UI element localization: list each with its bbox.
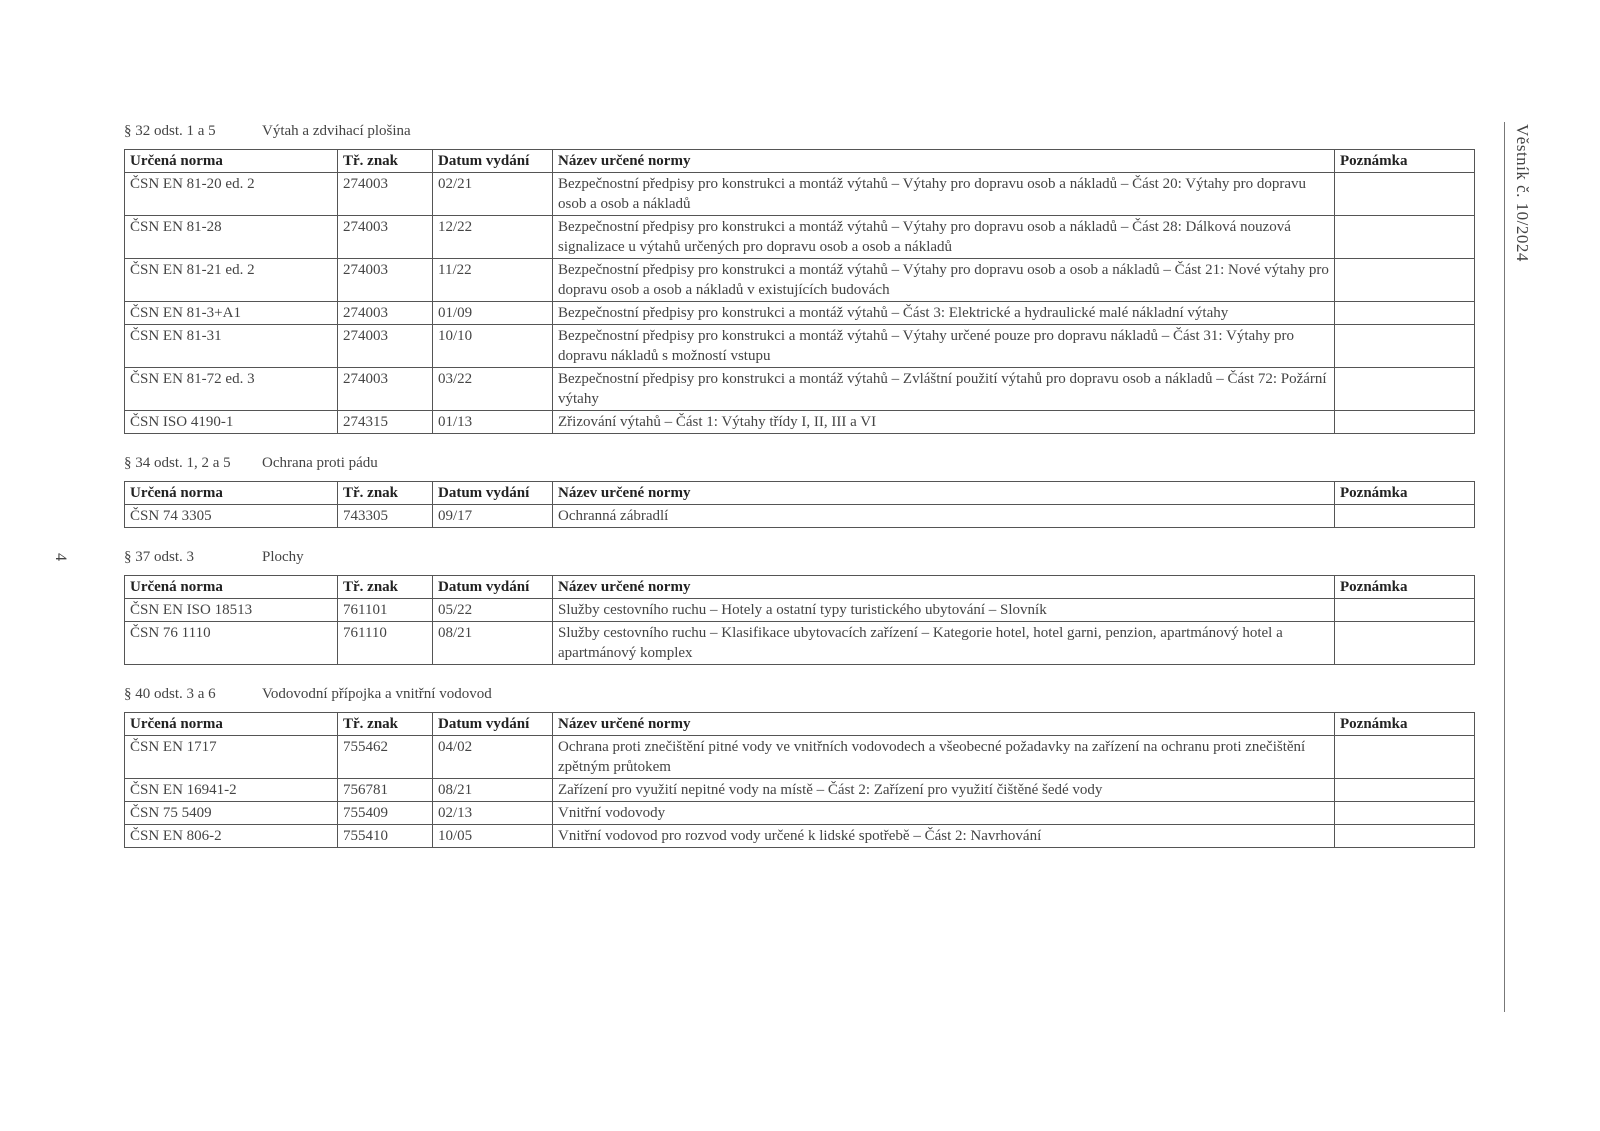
cell-class-code: 761110 bbox=[338, 622, 433, 665]
cell-norm: ČSN 75 5409 bbox=[125, 802, 338, 825]
cell-class-code: 755462 bbox=[338, 736, 433, 779]
cell-norm-name: Ochrana proti znečištění pitné vody ve vnitřních vodovodech a všeobecné požadavky na zařízení na ochranu proti znečištění zpětným průtokem bbox=[553, 736, 1335, 779]
cell-issue-date: 08/21 bbox=[433, 622, 553, 665]
table-row bbox=[125, 736, 1475, 779]
cell-norm-name: Služby cestovního ruchu – Hotely a ostatní typy turistického ubytování – Slovník bbox=[553, 599, 1335, 622]
table-row bbox=[125, 368, 1475, 411]
cell-norm-name: Zařízení pro využití nepitné vody na místě – Část 2: Zařízení pro využití čištěné šedé vody bbox=[553, 779, 1335, 802]
cell-norm-name: Zřizování výtahů – Část 1: Výtahy třídy I, II, III a VI bbox=[553, 411, 1335, 434]
norm-section bbox=[124, 683, 1474, 848]
header-note: Poznámka bbox=[1335, 713, 1475, 736]
header-norm: Určená norma bbox=[125, 713, 338, 736]
header-norm-name: Název určené normy bbox=[553, 713, 1335, 736]
cell-note bbox=[1335, 411, 1475, 434]
section-heading bbox=[124, 452, 1474, 474]
cell-norm: ČSN EN 81-20 ed. 2 bbox=[125, 173, 338, 216]
cell-norm: ČSN EN 81-31 bbox=[125, 325, 338, 368]
cell-norm: ČSN EN 81-3+A1 bbox=[125, 302, 338, 325]
table-row bbox=[125, 505, 1475, 528]
table-row bbox=[125, 411, 1475, 434]
section-title: Vodovodní přípojka a vnitřní vodovod bbox=[262, 686, 492, 702]
cell-note bbox=[1335, 779, 1475, 802]
cell-norm: ČSN EN 81-72 ed. 3 bbox=[125, 368, 338, 411]
cell-note bbox=[1335, 825, 1475, 848]
table-row bbox=[125, 825, 1475, 848]
table-header-row bbox=[125, 576, 1475, 599]
section-heading bbox=[124, 120, 1474, 142]
cell-norm-name: Bezpečnostní předpisy pro konstrukci a montáž výtahů – Výtahy určené pouze pro dopravu nákladů – Část 31: Výtahy pro dopravu nákladů s možností vstupu bbox=[553, 325, 1335, 368]
table-row bbox=[125, 259, 1475, 302]
cell-note bbox=[1335, 325, 1475, 368]
section-title: Plochy bbox=[262, 549, 304, 565]
cell-issue-date: 10/10 bbox=[433, 325, 553, 368]
margin-rule bbox=[1504, 122, 1505, 1012]
cell-note bbox=[1335, 505, 1475, 528]
cell-norm-name: Bezpečnostní předpisy pro konstrukci a montáž výtahů – Výtahy pro dopravu osob a nákladů – Část 28: Dálková nouzová signalizace u výtahů určených pro dopravu osob a osob a nákladů bbox=[553, 216, 1335, 259]
cell-issue-date: 05/22 bbox=[433, 599, 553, 622]
header-class-code: Tř. znak bbox=[338, 713, 433, 736]
cell-note bbox=[1335, 259, 1475, 302]
cell-issue-date: 03/22 bbox=[433, 368, 553, 411]
cell-class-code: 756781 bbox=[338, 779, 433, 802]
cell-issue-date: 01/09 bbox=[433, 302, 553, 325]
cell-norm: ČSN EN 1717 bbox=[125, 736, 338, 779]
page-number: 4 bbox=[52, 553, 69, 561]
header-class-code: Tř. znak bbox=[338, 150, 433, 173]
cell-class-code: 755409 bbox=[338, 802, 433, 825]
cell-norm: ČSN ISO 4190-1 bbox=[125, 411, 338, 434]
section-heading bbox=[124, 683, 1474, 705]
cell-note bbox=[1335, 216, 1475, 259]
cell-note bbox=[1335, 599, 1475, 622]
norms-table bbox=[124, 481, 1475, 528]
cell-class-code: 755410 bbox=[338, 825, 433, 848]
cell-issue-date: 11/22 bbox=[433, 259, 553, 302]
cell-norm: ČSN EN ISO 18513 bbox=[125, 599, 338, 622]
cell-class-code: 274003 bbox=[338, 325, 433, 368]
table-row bbox=[125, 325, 1475, 368]
header-norm: Určená norma bbox=[125, 576, 338, 599]
table-row bbox=[125, 622, 1475, 665]
header-norm-name: Název určené normy bbox=[553, 482, 1335, 505]
cell-class-code: 274315 bbox=[338, 411, 433, 434]
header-class-code: Tř. znak bbox=[338, 482, 433, 505]
cell-norm-name: Služby cestovního ruchu – Klasifikace ubytovacích zařízení – Kategorie hotel, hotel garni, penzion, apartmánový hotel a apartmánový komplex bbox=[553, 622, 1335, 665]
header-issue-date: Datum vydání bbox=[433, 150, 553, 173]
header-note: Poznámka bbox=[1335, 576, 1475, 599]
norms-table bbox=[124, 149, 1475, 434]
cell-note bbox=[1335, 302, 1475, 325]
cell-norm: ČSN 74 3305 bbox=[125, 505, 338, 528]
cell-note bbox=[1335, 736, 1475, 779]
cell-norm: ČSN 76 1110 bbox=[125, 622, 338, 665]
cell-norm-name: Vnitřní vodovody bbox=[553, 802, 1335, 825]
section-title: Výtah a zdvihací plošina bbox=[262, 123, 411, 139]
section-reference: § 37 odst. 3 bbox=[124, 549, 195, 565]
cell-issue-date: 01/13 bbox=[433, 411, 553, 434]
norm-section bbox=[124, 452, 1474, 528]
cell-norm-name: Ochranná zábradlí bbox=[553, 505, 1335, 528]
cell-issue-date: 12/22 bbox=[433, 216, 553, 259]
cell-note bbox=[1335, 368, 1475, 411]
norm-section bbox=[124, 120, 1474, 434]
norm-section bbox=[124, 546, 1474, 665]
header-norm: Určená norma bbox=[125, 482, 338, 505]
cell-class-code: 761101 bbox=[338, 599, 433, 622]
header-norm-name: Název určené normy bbox=[553, 576, 1335, 599]
cell-class-code: 274003 bbox=[338, 216, 433, 259]
cell-norm-name: Vnitřní vodovod pro rozvod vody určené k lidské spotřebě – Část 2: Navrhování bbox=[553, 825, 1335, 848]
header-class-code: Tř. znak bbox=[338, 576, 433, 599]
cell-issue-date: 09/17 bbox=[433, 505, 553, 528]
cell-issue-date: 02/13 bbox=[433, 802, 553, 825]
norms-table bbox=[124, 575, 1475, 665]
table-header-row bbox=[125, 713, 1475, 736]
journal-label: Věstník č. 10/2024 bbox=[1513, 124, 1532, 262]
section-title: Ochrana proti pádu bbox=[262, 455, 378, 471]
table-header-row bbox=[125, 150, 1475, 173]
table-row bbox=[125, 599, 1475, 622]
section-reference: § 34 odst. 1, 2 a 5 bbox=[124, 455, 231, 471]
section-reference: § 40 odst. 3 a 6 bbox=[124, 686, 216, 702]
section-heading bbox=[124, 546, 1474, 568]
header-issue-date: Datum vydání bbox=[433, 713, 553, 736]
cell-norm: ČSN EN 81-21 ed. 2 bbox=[125, 259, 338, 302]
header-norm: Určená norma bbox=[125, 150, 338, 173]
cell-issue-date: 10/05 bbox=[433, 825, 553, 848]
header-note: Poznámka bbox=[1335, 482, 1475, 505]
cell-note bbox=[1335, 802, 1475, 825]
cell-norm-name: Bezpečnostní předpisy pro konstrukci a montáž výtahů – Výtahy pro dopravu osob a osob a nákladů – Část 21: Nové výtahy pro dopravu osob a osob a nákladů v existujících budovách bbox=[553, 259, 1335, 302]
cell-norm-name: Bezpečnostní předpisy pro konstrukci a montáž výtahů – Část 3: Elektrické a hydraulické malé nákladní výtahy bbox=[553, 302, 1335, 325]
cell-issue-date: 08/21 bbox=[433, 779, 553, 802]
cell-norm: ČSN EN 806-2 bbox=[125, 825, 338, 848]
cell-norm: ČSN EN 16941-2 bbox=[125, 779, 338, 802]
document-content bbox=[124, 120, 1474, 866]
table-row bbox=[125, 302, 1475, 325]
cell-note bbox=[1335, 622, 1475, 665]
section-reference: § 32 odst. 1 a 5 bbox=[124, 123, 216, 139]
cell-class-code: 274003 bbox=[338, 173, 433, 216]
header-issue-date: Datum vydání bbox=[433, 576, 553, 599]
cell-class-code: 274003 bbox=[338, 302, 433, 325]
cell-norm: ČSN EN 81-28 bbox=[125, 216, 338, 259]
header-norm-name: Název určené normy bbox=[553, 150, 1335, 173]
norms-table bbox=[124, 712, 1475, 848]
table-row bbox=[125, 779, 1475, 802]
cell-class-code: 274003 bbox=[338, 368, 433, 411]
header-issue-date: Datum vydání bbox=[433, 482, 553, 505]
cell-note bbox=[1335, 173, 1475, 216]
cell-norm-name: Bezpečnostní předpisy pro konstrukci a montáž výtahů – Zvláštní použití výtahů pro dopravu osob a nákladů – Část 72: Požární výtahy bbox=[553, 368, 1335, 411]
cell-class-code: 743305 bbox=[338, 505, 433, 528]
cell-class-code: 274003 bbox=[338, 259, 433, 302]
cell-norm-name: Bezpečnostní předpisy pro konstrukci a montáž výtahů – Výtahy pro dopravu osob a nákladů – Část 20: Výtahy pro dopravu osob a osob a nákladů bbox=[553, 173, 1335, 216]
table-row bbox=[125, 173, 1475, 216]
table-row bbox=[125, 216, 1475, 259]
header-note: Poznámka bbox=[1335, 150, 1475, 173]
cell-issue-date: 04/02 bbox=[433, 736, 553, 779]
cell-issue-date: 02/21 bbox=[433, 173, 553, 216]
table-header-row bbox=[125, 482, 1475, 505]
table-row bbox=[125, 802, 1475, 825]
